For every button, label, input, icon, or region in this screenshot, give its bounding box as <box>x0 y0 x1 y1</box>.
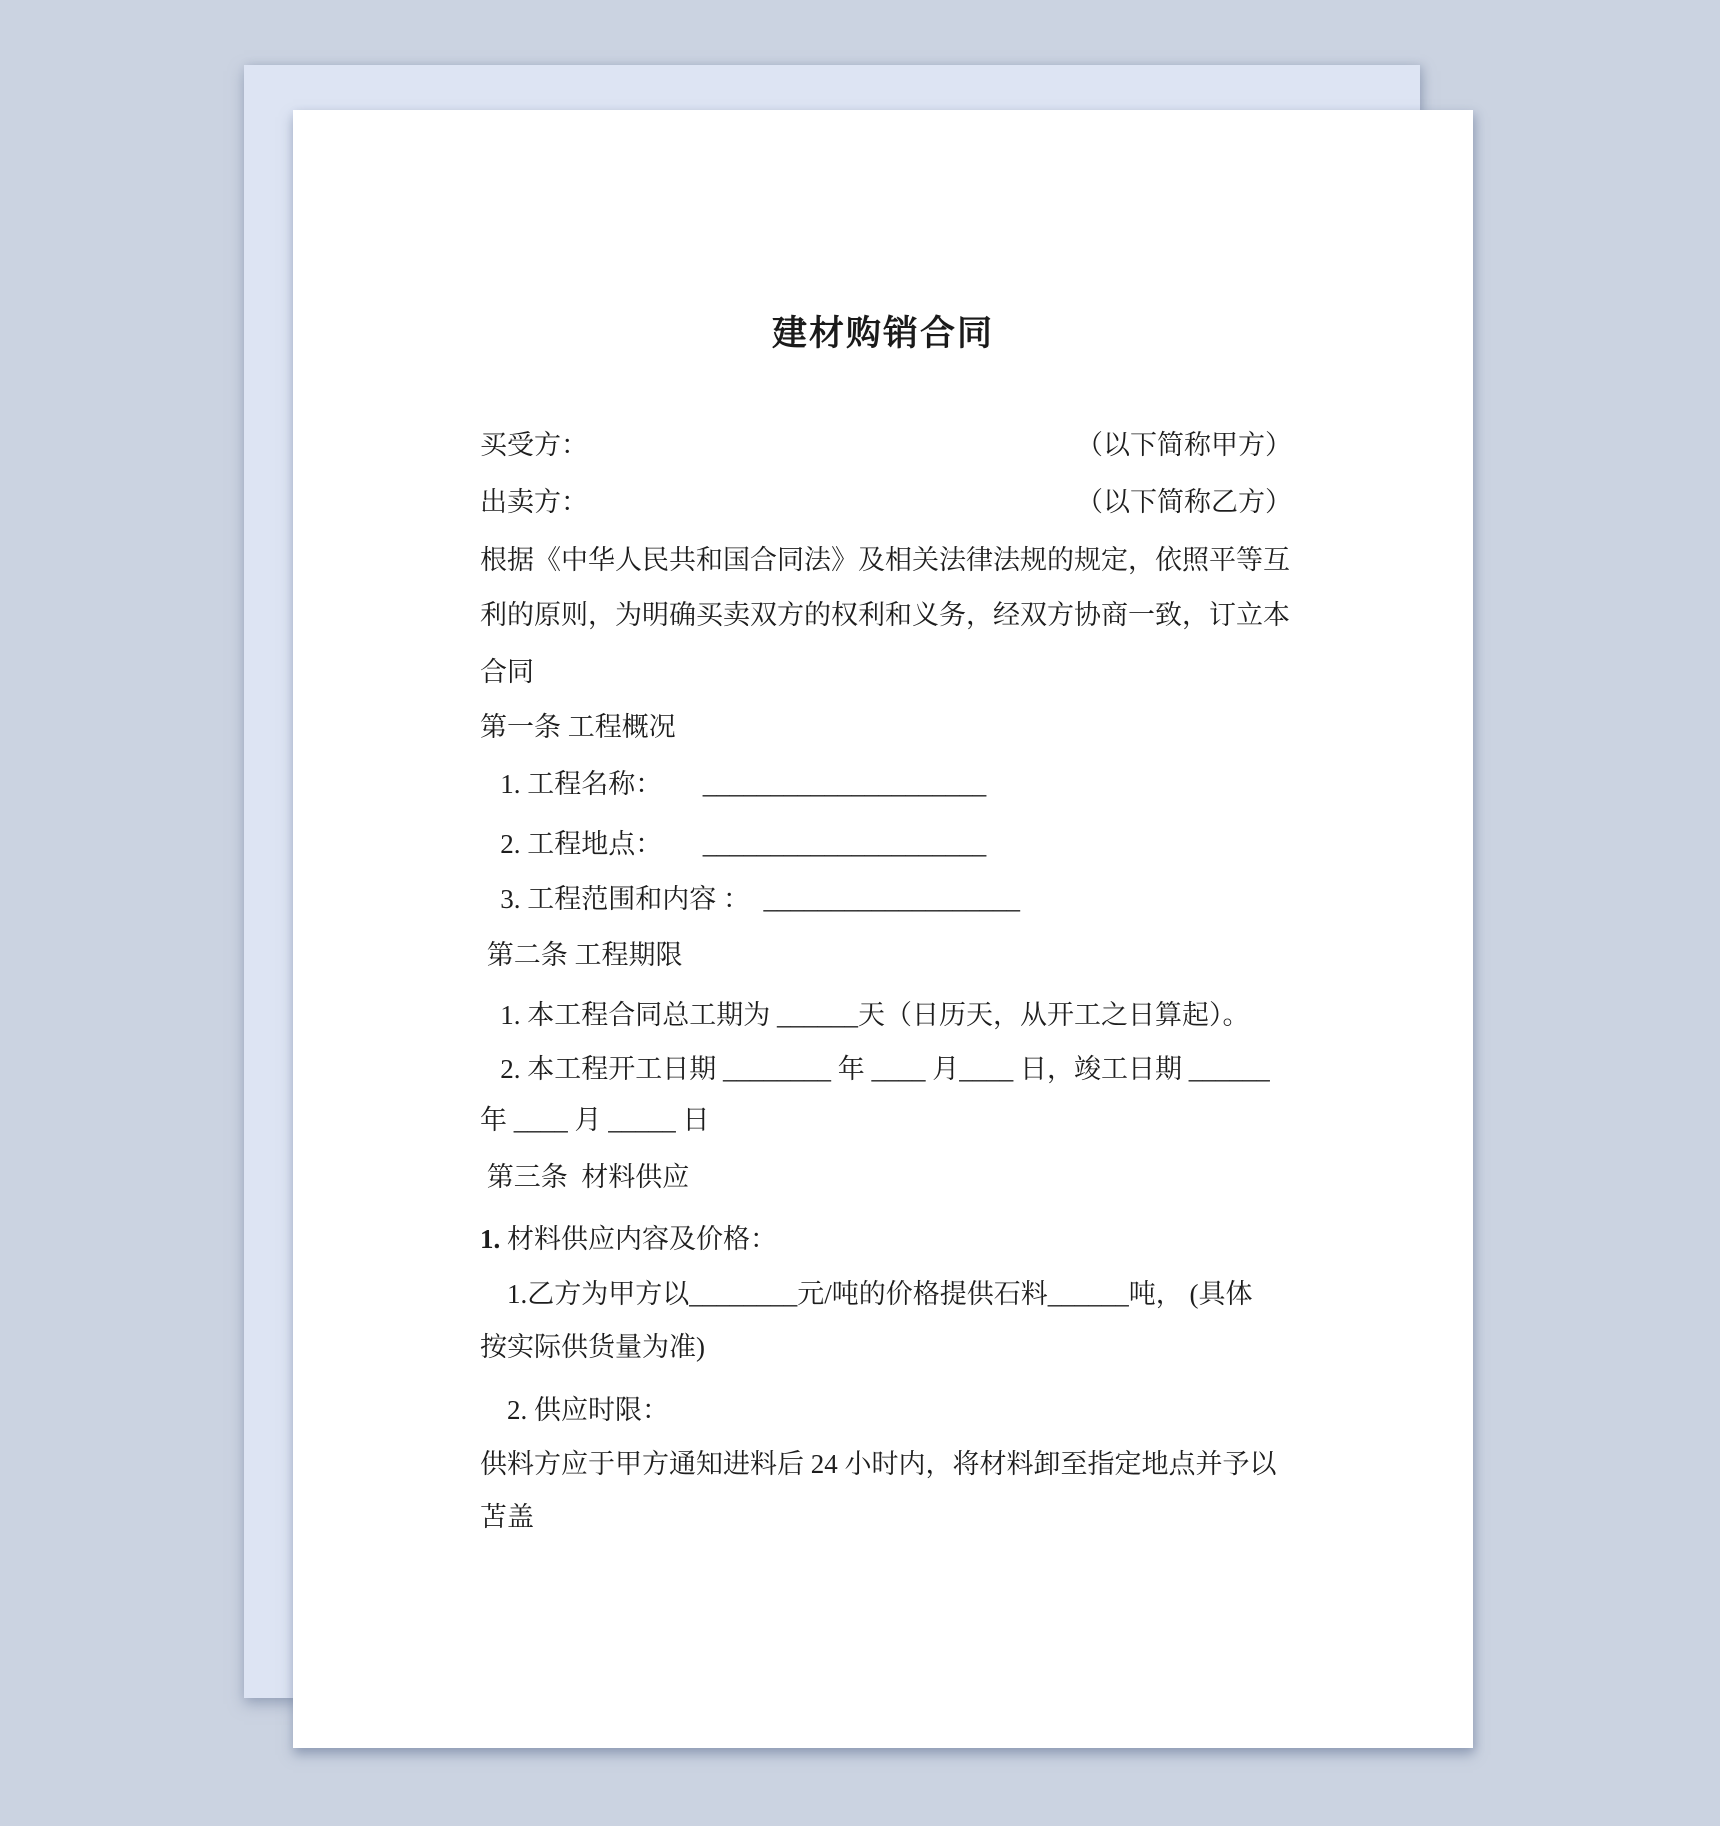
article3-supply-line-2: 苫盖 <box>480 1502 534 1532</box>
article3-sub1-heading <box>480 1222 1292 1256</box>
article3-sub1-number: 1. <box>480 1224 501 1254</box>
buyer-alias: （以下简称甲方） <box>1076 430 1292 460</box>
article1-item-project-scope: 3. 工程范围和内容 ： ___________________ <box>480 884 1020 914</box>
preamble-line-1: 根据《中华人民共和国合同法》及相关法律法规的规定，依照平等互 <box>480 545 1290 575</box>
seller-line <box>480 485 1292 519</box>
buyer-label: 买受方： <box>480 430 588 460</box>
article1-item-project-location: 2. 工程地点： _____________________ <box>480 829 987 859</box>
buyer-line <box>480 428 1292 462</box>
contract-page <box>293 110 1473 1748</box>
preamble-line-2: 利的原则，为明确买卖双方的权利和义务，经双方协商一致，订立本 <box>480 600 1290 630</box>
article3-heading: 第三条 材料供应 <box>480 1162 690 1192</box>
article2-item-total-duration: 1. 本工程合同总工期为 ______天（日历天，从开工之日算起）。 <box>480 1000 1250 1030</box>
article3-supply-line-1: 供料方应于甲方通知进料后 24 小时内，将材料卸至指定地点并予以 <box>480 1449 1277 1479</box>
seller-label: 出卖方： <box>480 487 588 517</box>
article2-heading: 第二条 工程期限 <box>480 940 683 970</box>
article1-heading: 第一条 工程概况 <box>480 712 676 742</box>
article3-sub1-text: 材料供应内容及价格： <box>500 1224 777 1254</box>
article3-price-line-1: 1.乙方为甲方以________元/吨的价格提供石料______吨， (具体 <box>480 1279 1253 1309</box>
seller-alias: （以下简称乙方） <box>1076 487 1292 517</box>
article2-item-dates-line-2: 年 ____ 月 _____ 日 <box>480 1105 710 1135</box>
preamble-line-3: 合同 <box>480 657 534 687</box>
article2-item-dates-line-1: 2. 本工程开工日期 ________ 年 ____ 月____ 日，竣工日期 ______ <box>480 1054 1270 1084</box>
article1-item-project-name: 1. 工程名称： _____________________ <box>480 769 987 799</box>
article3-price-line-2: 按实际供货量为准) <box>480 1332 705 1362</box>
article3-sub2-heading: 2. 供应时限： <box>480 1395 669 1425</box>
page-title: 建材购销合同 <box>771 314 994 353</box>
